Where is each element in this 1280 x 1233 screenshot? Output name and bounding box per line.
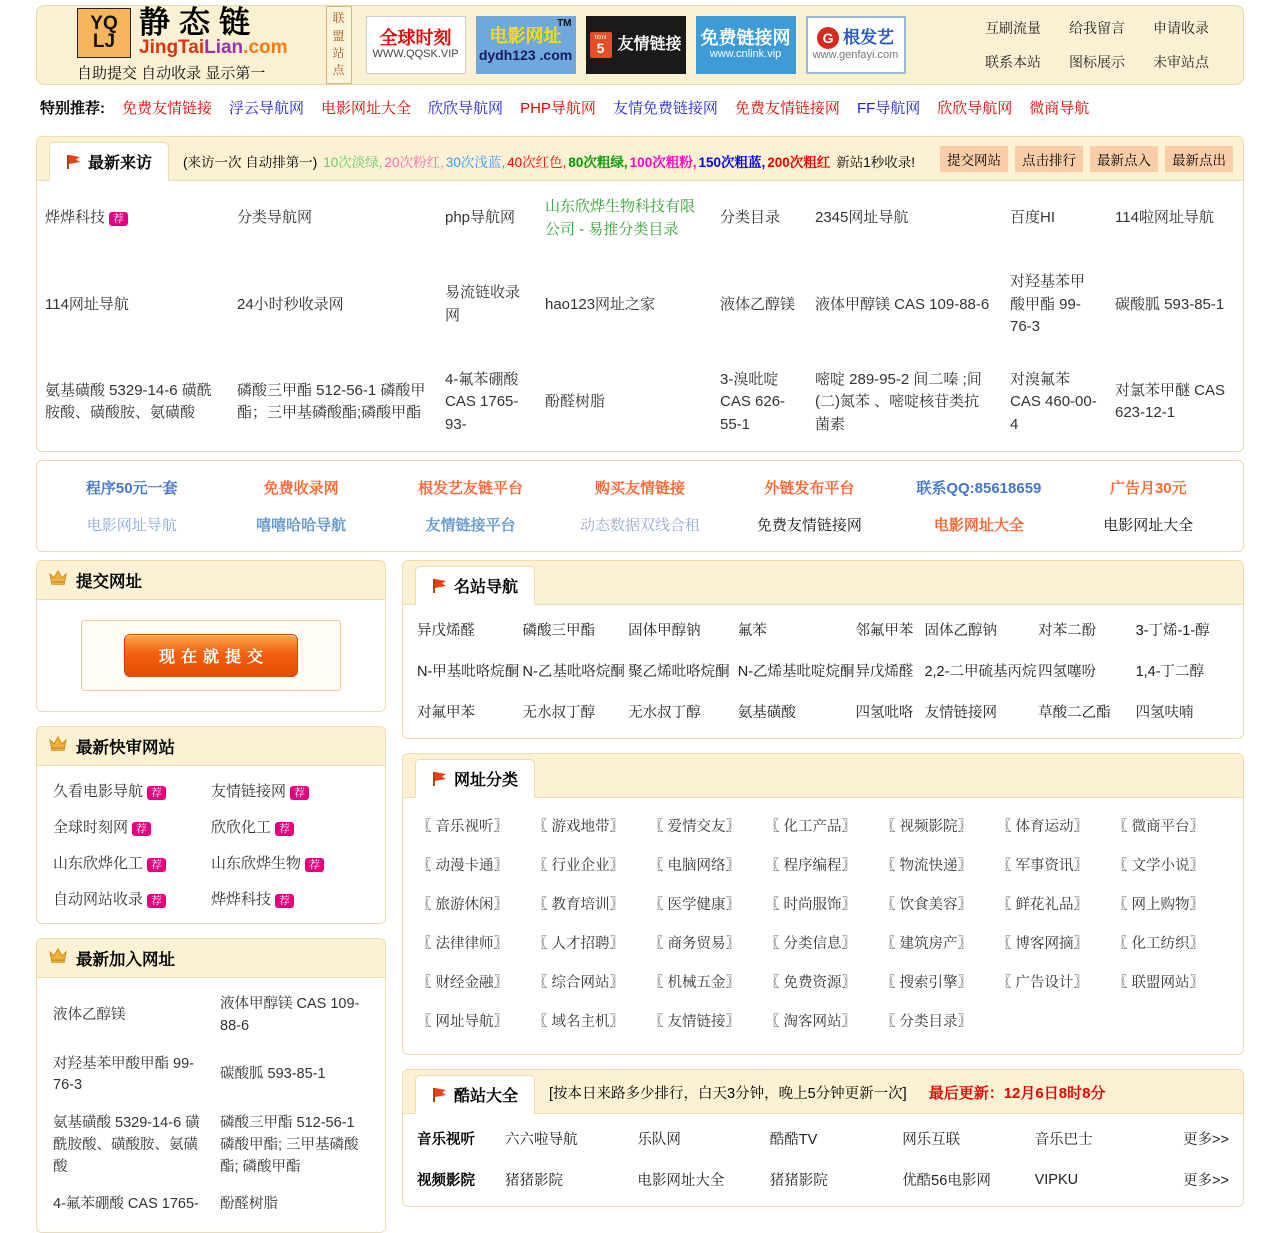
visitor-site-link[interactable]: 磷酸三甲酯 512-56-1 磷酸甲酯；三甲基磷酸酯;磷酸甲酯 xyxy=(237,381,426,422)
flag-icon xyxy=(432,771,447,787)
logo-monogram-icon: YQ LJ xyxy=(77,8,131,58)
recommend-badge: 荐 xyxy=(305,858,324,872)
fast-review-link[interactable]: 友情链接网 xyxy=(211,783,287,800)
tab-famous-sites[interactable]: 名站导航 xyxy=(415,566,535,605)
category-link[interactable]: 〖 物流快递〗 xyxy=(881,858,973,874)
visitors-head-button[interactable]: 最新点入 xyxy=(1090,146,1158,172)
site-tagline: 自助提交 自动收录 显示第一 xyxy=(77,64,266,82)
recommend-link[interactable]: FF导航网 xyxy=(856,100,921,117)
category-link[interactable]: 〖 时尚服饰〗 xyxy=(765,897,857,913)
recommend-label: 特别推荐: xyxy=(40,100,105,117)
recommend-link[interactable]: 微商导航 xyxy=(1029,100,1090,117)
visitor-site-link[interactable]: 114啦网址导航 xyxy=(1115,209,1214,227)
famous-site-link[interactable]: 异戊烯醛 xyxy=(855,664,914,680)
visitor-site-link[interactable]: 114网址导航 xyxy=(45,295,129,313)
category-link[interactable]: 〖 人才招聘〗 xyxy=(533,936,625,952)
cool-site-link[interactable]: 音乐巴士 xyxy=(1034,1132,1093,1148)
ad-link[interactable]: 电影网址大全 xyxy=(933,517,1024,534)
famous-sites-box xyxy=(402,560,1244,739)
list-item xyxy=(211,888,369,909)
ad-link[interactable]: 程序50元一套 xyxy=(85,480,178,497)
tab-latest-visitors[interactable]: 最新来访 xyxy=(49,142,169,181)
category-link[interactable]: 〖 博客网摘〗 xyxy=(997,936,1089,952)
submit-url-box xyxy=(36,560,386,712)
famous-site-link[interactable]: 四氢噻吩 xyxy=(1038,664,1097,680)
fast-review-link[interactable]: 欣欣化工 xyxy=(211,819,272,836)
recommend-badge: 荐 xyxy=(275,822,294,836)
ads-box xyxy=(36,460,1244,552)
list-item xyxy=(53,780,211,801)
category-link[interactable]: 〖 综合网站〗 xyxy=(533,975,625,991)
banner-strip xyxy=(366,16,906,74)
visitors-head-buttons xyxy=(940,146,1233,172)
visitor-site-link[interactable]: 液体甲醇镁 CAS 109-88-6 xyxy=(815,295,990,313)
visitor-site-link[interactable]: 对溴氟苯 CAS 460-00-4 xyxy=(1010,370,1097,433)
html5-icon: html 5 xyxy=(590,32,612,58)
ad-link[interactable]: 外链发布平台 xyxy=(764,480,855,497)
header-nav-link[interactable]: 图标展示 xyxy=(1069,54,1125,70)
recommend-link[interactable]: PHP导航网 xyxy=(520,100,596,117)
category-link[interactable]: 〖 友情链接〗 xyxy=(649,1014,741,1030)
newest-url-link[interactable]: 液体乙醇镁 xyxy=(53,1006,126,1023)
list-item xyxy=(53,888,211,909)
category-link[interactable]: 〖 财经金融〗 xyxy=(417,975,509,991)
header-nav xyxy=(985,18,1209,72)
category-link[interactable]: 〖 网址导航〗 xyxy=(417,1014,509,1030)
famous-site-link[interactable]: 对苯二酚 xyxy=(1038,623,1097,639)
famous-site-link[interactable]: 氨基磺酸 xyxy=(737,705,796,721)
more-link[interactable]: 更多>> xyxy=(1183,1173,1229,1189)
famous-site-link[interactable]: 磷酸三甲酯 xyxy=(522,623,596,639)
visitor-site-link[interactable]: 对氯苯甲醚 CAS 623-12-1 xyxy=(1115,381,1226,422)
ad-link[interactable]: 根发艺友链平台 xyxy=(418,480,524,497)
category-link[interactable]: 〖 体育运动〗 xyxy=(997,819,1089,835)
ad-link[interactable]: 免费收录网 xyxy=(263,480,339,497)
category-link[interactable]: 〖 饮食美容〗 xyxy=(881,897,973,913)
visitor-site-link[interactable]: 氨基磺酸 5329-14-6 磺酰胺酸、磺酸胺、氨磺酸 xyxy=(45,381,212,422)
visitor-site-link[interactable]: 2345网址导航 xyxy=(815,209,909,227)
last-update-text: 最后更新：12月6日8时8分 xyxy=(928,1085,1106,1102)
recommend-link[interactable]: 免费友情链接 xyxy=(122,100,213,117)
visitor-site-link[interactable]: 分类导航网 xyxy=(237,209,313,227)
famous-site-link[interactable]: 邻氟甲苯 xyxy=(855,623,914,639)
category-link[interactable]: 〖 法律律师〗 xyxy=(417,936,509,952)
famous-site-link[interactable]: N-乙基吡咯烷酮 xyxy=(522,664,625,680)
category-link[interactable]: 〖 机械五金〗 xyxy=(649,975,741,991)
visitor-site-link[interactable]: 碳酸胍 593-85-1 xyxy=(1115,295,1225,313)
table-row xyxy=(37,354,1243,452)
ad-link[interactable]: 动态数据双线合租 xyxy=(579,517,700,534)
sidebar xyxy=(36,560,386,1233)
visitor-site-link[interactable]: 烨烨科技 xyxy=(45,209,106,227)
visitors-head-button[interactable]: 最新点出 xyxy=(1165,146,1233,172)
recommend-link[interactable]: 友情免费链接网 xyxy=(612,100,718,117)
cool-site-link[interactable]: 猪猪影院 xyxy=(769,1173,828,1189)
flag-icon xyxy=(432,578,447,594)
recommend-link[interactable]: 欣欣导航网 xyxy=(937,100,1013,117)
newest-urls-head: 最新加入网址 xyxy=(37,939,385,978)
category-link[interactable]: 〖 域名主机〗 xyxy=(533,1014,625,1030)
recommend-link[interactable]: 电影网址大全 xyxy=(321,100,412,117)
ad-link[interactable]: 嘻嘻哈哈导航 xyxy=(256,517,347,534)
fast-review-link[interactable]: 自动网站收录 xyxy=(53,891,144,908)
newest-url-link[interactable]: 对羟基苯甲酸甲酯 99-76-3 xyxy=(53,1055,194,1094)
category-link[interactable]: 〖 搜索引擎〗 xyxy=(881,975,973,991)
table-row xyxy=(403,1159,1243,1200)
table-row xyxy=(403,650,1243,691)
category-link[interactable]: 〖 商务贸易〗 xyxy=(649,936,741,952)
category-link[interactable]: 〖 音乐视听〗 xyxy=(417,819,509,835)
cool-site-link[interactable]: 酷酷TV xyxy=(769,1132,818,1148)
famous-site-link[interactable]: 四氢呋喃 xyxy=(1135,705,1194,721)
famous-site-link[interactable]: N-乙烯基吡啶烷酮 xyxy=(737,664,855,680)
recommend-badge: 荐 xyxy=(147,786,166,800)
fast-review-link[interactable]: 山东欣烨化工 xyxy=(53,855,144,872)
cool-category-label: 音乐视听 xyxy=(417,1132,475,1148)
visitor-site-link[interactable]: 嘧啶 289-95-2 间二嗪 ;间(二)氮苯 、嘧啶核苷类抗菌素 xyxy=(815,370,982,433)
fast-review-link[interactable]: 烨烨科技 xyxy=(211,891,272,908)
recommend-badge: 荐 xyxy=(132,822,151,836)
banner-cnlink[interactable]: 免费链接网 www.cnlink.vip xyxy=(696,16,796,74)
visitor-site-link[interactable]: 液体乙醇镁 xyxy=(720,295,796,313)
recommend-link[interactable]: 免费友情链接网 xyxy=(734,100,840,117)
crown-icon xyxy=(49,948,67,968)
visitor-site-link[interactable]: 3-溴吡啶 CAS 626-55-1 xyxy=(720,370,786,433)
fast-review-list xyxy=(37,766,385,923)
famous-sites-head xyxy=(403,561,1243,605)
site-header xyxy=(36,5,1244,85)
cool-category-label: 视频影院 xyxy=(417,1173,475,1189)
ad-link[interactable]: 免费友情链接网 xyxy=(756,517,862,534)
visitor-site-link[interactable]: 易流链收录网 xyxy=(445,284,521,324)
latest-visitors-box xyxy=(36,136,1244,452)
category-link[interactable]: 〖 爱情交友〗 xyxy=(649,819,741,835)
visitor-site-link[interactable]: 4-氟苯硼酸 CAS 1765-93- xyxy=(445,370,519,433)
banner-qqsk[interactable]: 全球时刻 WWW.QQSK.VIP xyxy=(366,16,466,74)
site-name: 静态链 xyxy=(139,5,259,41)
recommend-badge: 荐 xyxy=(109,212,128,226)
visitors-head-button[interactable]: 点击排行 xyxy=(1015,146,1083,172)
famous-site-link[interactable]: 异戊烯醛 xyxy=(417,623,475,639)
newest-url-link[interactable]: 液体甲醇镁 CAS 109-88-6 xyxy=(220,996,360,1034)
page xyxy=(36,5,1244,1233)
more-link[interactable]: 更多>> xyxy=(1183,1132,1229,1148)
main-column xyxy=(402,560,1244,1207)
category-link[interactable]: 〖 视频影院〗 xyxy=(881,819,973,835)
cool-site-link[interactable]: 优酷56电影网 xyxy=(902,1173,991,1189)
category-link[interactable]: 〖 网上购物〗 xyxy=(1113,897,1205,913)
famous-site-link[interactable]: 草酸二乙酯 xyxy=(1038,705,1111,721)
genfayi-logo-icon: G xyxy=(817,27,839,49)
cool-sites-box xyxy=(402,1069,1244,1207)
header-nav-link[interactable]: 未审站点 xyxy=(1153,54,1209,70)
flag-icon xyxy=(432,1087,447,1103)
famous-site-link[interactable]: 氟苯 xyxy=(737,623,767,639)
cool-site-link[interactable]: 六六啦导航 xyxy=(505,1132,578,1148)
crown-icon xyxy=(49,736,67,756)
newest-url-link[interactable]: 氨基磺酸 5329-14-6 磺酰胺酸、磺酸胺、氨磺酸 xyxy=(53,1115,200,1175)
recommend-badge: 荐 xyxy=(147,894,166,908)
newest-url-link[interactable]: 酚醛树脂 xyxy=(220,1196,278,1213)
cool-site-link[interactable]: 网乐互联 xyxy=(902,1132,961,1148)
category-link[interactable]: 〖 建筑房产〗 xyxy=(881,936,973,952)
famous-site-link[interactable]: 无水叔丁醇 xyxy=(522,705,596,721)
category-link[interactable]: 〖 鲜花礼品〗 xyxy=(997,897,1089,913)
recommend-badge: 荐 xyxy=(147,858,166,872)
famous-site-link[interactable]: 友情链接网 xyxy=(924,705,997,721)
categories-box xyxy=(402,753,1244,1055)
famous-site-link[interactable]: 1,4-丁二醇 xyxy=(1135,664,1205,680)
header-nav-link[interactable]: 给我留言 xyxy=(1069,20,1125,36)
category-link[interactable]: 〖 军事资讯〗 xyxy=(997,858,1089,874)
famous-site-link[interactable]: 无水叔丁醇 xyxy=(628,705,701,721)
submit-url-head: 提交网址 xyxy=(37,561,385,600)
visitors-legend: (来访一次 自动排第一) 10次淡绿, 20次粉红, 30次浅蓝, 40次红色, 80次粗绿, 100次粗粉, 150次粗蓝, 200次粗红 新站1秒收录! xyxy=(183,155,916,170)
newest-url-link[interactable]: 碳酸胍 593-85-1 xyxy=(220,1066,326,1083)
list-item xyxy=(211,816,369,837)
famous-site-link[interactable]: 固体乙醇钠 xyxy=(924,623,997,639)
visitors-head-button[interactable]: 提交网站 xyxy=(940,146,1008,172)
banner-html5-links[interactable]: html 5 友情链接 xyxy=(586,16,686,74)
famous-site-link[interactable]: N-甲基吡咯烷酮 xyxy=(417,664,520,680)
ads-grid xyxy=(37,461,1243,551)
ad-link[interactable]: 广告月30元 xyxy=(1109,480,1187,497)
header-nav-link[interactable]: 联系本站 xyxy=(985,54,1041,70)
table-row xyxy=(37,256,1243,354)
alliance-sites-label: 联 盟 站 点 xyxy=(326,6,352,84)
category-link[interactable]: 〖 微商平台〗 xyxy=(1113,819,1205,835)
newest-urls-list xyxy=(37,978,385,1232)
recommend-link[interactable]: 浮云导航网 xyxy=(229,100,305,117)
category-link[interactable]: 〖 联盟网站〗 xyxy=(1113,975,1205,991)
banner-genfayi[interactable]: G 根发艺 www.genfayi.com xyxy=(806,16,906,74)
categories-grid xyxy=(403,798,1243,1054)
ad-link[interactable]: 电影网址导航 xyxy=(86,517,177,534)
category-link[interactable]: 〖 电脑网络〗 xyxy=(649,858,741,874)
visitor-site-link[interactable]: 对羟基苯甲酸甲酯 99-76-3 xyxy=(1010,273,1086,335)
category-link[interactable]: 〖 文学小说〗 xyxy=(1113,858,1205,874)
visitor-site-link[interactable]: 山东欣烨生物科技有限公司 - 易推分类目录 xyxy=(545,198,696,238)
famous-site-link[interactable]: 固体甲醇钠 xyxy=(628,623,701,639)
category-link[interactable]: 〖 教育培训〗 xyxy=(533,897,625,913)
famous-site-link[interactable]: 3-丁烯-1-醇 xyxy=(1135,623,1210,639)
newest-url-link[interactable]: 4-氟苯硼酸 CAS 1765- xyxy=(53,1196,199,1213)
category-link[interactable]: 〖 分类目录〗 xyxy=(881,1014,973,1030)
list-item xyxy=(211,780,369,801)
recommend-badge: 荐 xyxy=(290,786,309,800)
category-link[interactable]: 〖 化工产品〗 xyxy=(765,819,857,835)
category-link[interactable]: 〖 医学健康〗 xyxy=(649,897,741,913)
visitor-site-link[interactable]: 24小时秒收录网 xyxy=(237,295,344,313)
famous-site-link[interactable]: 2,2-二甲硫基丙烷 xyxy=(924,664,1037,680)
table-row xyxy=(403,1118,1243,1159)
ad-link[interactable]: 购买友情链接 xyxy=(594,480,685,497)
recommend-badge: 荐 xyxy=(275,894,294,908)
list-item xyxy=(53,852,211,873)
cool-site-link[interactable]: 猪猪影院 xyxy=(505,1173,563,1189)
list-item xyxy=(211,852,369,873)
category-link[interactable]: 〖 行业企业〗 xyxy=(533,858,625,874)
ad-link[interactable]: 电影网址大全 xyxy=(1103,517,1194,534)
submit-now-button[interactable]: 现在就提交 xyxy=(124,634,298,677)
cool-sites-table xyxy=(403,1114,1243,1206)
latest-visitors-head xyxy=(37,137,1243,181)
visitor-site-link[interactable]: 酚醛树脂 xyxy=(545,393,606,410)
special-recommend-bar xyxy=(36,85,1244,128)
category-link[interactable]: 〖 淘客网站〗 xyxy=(765,1014,857,1030)
visitor-site-link[interactable]: php导航网 xyxy=(445,209,516,227)
fast-review-link[interactable]: 山东欣烨生物 xyxy=(211,855,302,872)
cool-sites-head xyxy=(403,1070,1243,1114)
category-link[interactable]: 〖 程序编程〗 xyxy=(765,858,857,874)
tab-categories[interactable]: 网址分类 xyxy=(415,759,535,798)
category-link[interactable]: 〖 旅游休闲〗 xyxy=(417,897,509,913)
category-link[interactable]: 〖 分类信息〗 xyxy=(765,936,857,952)
categories-head xyxy=(403,754,1243,798)
category-link[interactable]: 〖 动漫卡通〗 xyxy=(417,858,509,874)
header-nav-link[interactable]: 申请收录 xyxy=(1153,20,1209,36)
table-row xyxy=(403,691,1243,732)
cool-site-link[interactable]: 乐队网 xyxy=(637,1132,681,1148)
category-link[interactable]: 〖 广告设计〗 xyxy=(997,975,1089,991)
newest-url-link[interactable]: 磷酸三甲酯 512-56-1 磷酸甲酯; 三甲基磷酸酯; 磷酸甲酯 xyxy=(220,1115,359,1175)
newest-urls-box xyxy=(36,938,386,1233)
fast-review-link[interactable]: 全球时刻网 xyxy=(53,819,129,836)
site-domain: JingTaiLian.com xyxy=(139,37,288,59)
category-link[interactable]: 〖 化工纺织〗 xyxy=(1113,936,1205,952)
ad-link[interactable]: 友情链接平台 xyxy=(425,517,516,534)
header-nav-link[interactable]: 互刷流量 xyxy=(985,20,1041,36)
ad-link[interactable]: 联系QQ:85618659 xyxy=(916,480,1042,497)
visitor-site-link[interactable]: 分类目录 xyxy=(720,209,781,227)
visitor-site-link[interactable]: hao123网址之家 xyxy=(545,295,656,313)
list-item xyxy=(53,816,211,837)
category-link[interactable]: 〖 免费资源〗 xyxy=(765,975,857,991)
visitors-table xyxy=(37,181,1243,451)
visitor-site-link[interactable]: 百度HI xyxy=(1010,209,1056,227)
tab-cool-sites[interactable]: 酷站大全 xyxy=(415,1075,535,1114)
cool-sites-note: [按本日来路多少排行，白天3分钟，晚上5分钟更新一次] xyxy=(549,1086,907,1102)
crown-icon xyxy=(49,570,67,590)
famous-site-link[interactable]: 四氢吡咯 xyxy=(855,705,914,721)
flag-icon xyxy=(66,154,81,170)
fast-review-box xyxy=(36,726,386,924)
logo[interactable] xyxy=(77,7,288,83)
category-link[interactable]: 〖 游戏地带〗 xyxy=(533,819,625,835)
banner-dydh123[interactable]: TM 电影网址 dydh123 .com xyxy=(476,16,576,74)
table-row xyxy=(403,609,1243,650)
famous-site-link[interactable]: 聚乙烯吡咯烷酮 xyxy=(628,664,730,680)
table-row xyxy=(37,181,1243,256)
cool-site-link[interactable]: 电影网址大全 xyxy=(637,1173,725,1189)
cool-site-link[interactable]: VIPKU xyxy=(1034,1171,1079,1188)
recommend-link[interactable]: 欣欣导航网 xyxy=(428,100,504,117)
famous-sites-table xyxy=(403,605,1243,738)
famous-site-link[interactable]: 对氟甲苯 xyxy=(417,705,475,721)
fast-review-link[interactable]: 久看电影导航 xyxy=(53,783,144,800)
fast-review-head: 最新快审网站 xyxy=(37,727,385,766)
